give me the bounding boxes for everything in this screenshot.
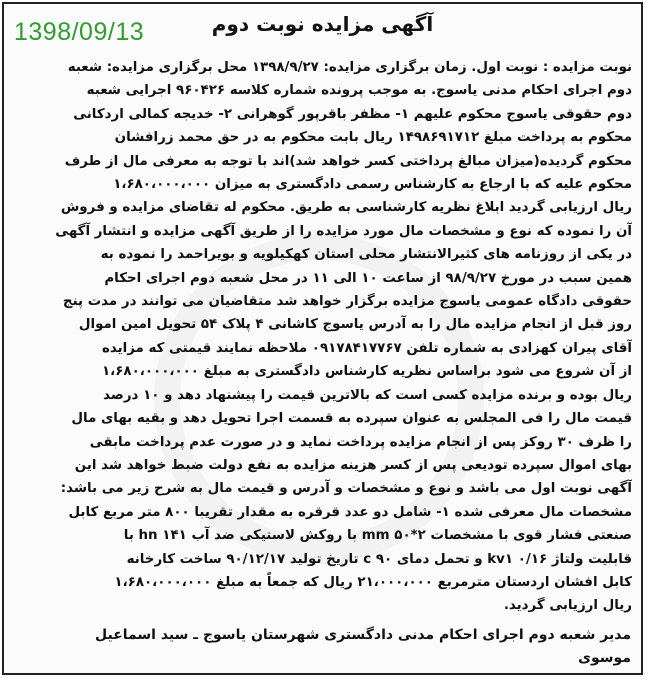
signature-line: مدیر شعبه دوم اجرای احکام مدنی دادگستری شهرستان یاسوج ـ سید اسماعیل: [94, 627, 631, 643]
body-line: نوبت مزایده : نوبت اول. زمان برگزاری مزایده: ۱۳۹۸/۹/۲۷ محل برگزاری مزایده: شعبه: [67, 60, 632, 75]
body-line: آگهی نوبت اول می باشد و نوع و مشخصات و آدرس و قیمت مال به شرح زیر می باشد:: [60, 481, 632, 497]
body-line: بهای اموال سپرده تودیعی پس از کسر هزینه مزایده به نفع دولت ضبط خواهد شد این: [74, 457, 632, 473]
body-line: آقای پیران کهزادی به شماره تلفن ۰۹۱۷۸۴۱۷۷۶۷ ملاحظه نمایند قیمتی که مزایده: [101, 340, 632, 356]
body-line: ریال ارزیابی گردید ابلاغ نظریه کارشناسی به طریق. محکوم له تقاضای مزایده و فروش: [60, 200, 632, 216]
body-line: روز قبل از انجام مزایده مال را به آدرس یاسوج کاشانی ۴ پلاک ۵۴ تحویل امین اموال: [78, 317, 632, 333]
body-line: حقوقی دادگاه عمومی یاسوج مزایده برگزار خواهد شد متقاضیان می توانند در مدت پنج: [62, 294, 632, 310]
body-line: را ظرف ۳۰ روکز پس از انجام مزایده پرداخت نماید و در صورت عدم پرداخت مابقی: [89, 434, 632, 450]
body-line: مشخصات مال معرفی شده ۱- شامل دو عدد قرقره به مقدار تقریبا ۸۰۰ متر مربع کابل: [68, 504, 632, 520]
body-line: صنعتی فشار قوی با مشخصات ۲*۵۰ mm با روکش لاستیکی ضد آب ۱۴۱ hn با: [123, 528, 632, 544]
body-line: محکوم گردیده(میزان مبالغ پرداختی کسر خواهد شد)اند با توجه به معرفی مال از طرف: [64, 153, 632, 169]
body-line: در یکی از روزنامه های کثیرالانتشار محلی استان کهکیلویه و بویراحمد را نموده به: [100, 247, 632, 263]
signature-line: موسوی: [578, 650, 631, 666]
date-stamp: 1398/09/13: [14, 18, 145, 46]
signature-block: [12, 624, 631, 670]
body-line: همین سبب در مورخ ۹۸/۹/۲۷ از ساعت ۱۰ الی ۱۱ در محل شعبه دوم اجرای احکام: [104, 270, 632, 286]
body-line: ریال ارزیابی گردید.: [503, 598, 632, 614]
notice-title: آگهی مزایده نوبت دوم: [211, 12, 434, 36]
notice-frame: [2, 2, 643, 675]
body-line: قابلیت ولتاژ ۰/۱۶ kv۱ و تحمل دمای ۹۰ c تاریخ تولید ۹۰/۱۲/۱۷ ساخت کارخانه: [126, 551, 632, 567]
body-line: دوم اجرای احکام مدنی یاسوج. به موجب پرونده شماره کلاسه ۹۶۰۴۲۶ اجرایی شعبه: [86, 83, 632, 99]
notice-body: [12, 56, 632, 618]
body-line: محکوم به پرداخت مبلغ ۱۴۹۸۶۹۱۷۱۲ ریال بابت محکوم به در حق محمد زرافشان: [114, 130, 632, 146]
body-line: آن را نموده که نوع و مشخصات مال مورد مزایده را از طریق آگهی مزایده و انتشار آگهی: [55, 223, 632, 239]
body-line: از آن شروع می شود براساس نظریه کارشناس دادگستری به مبلغ ۱،۶۸۰،۰۰۰،۰۰۰: [101, 364, 632, 380]
body-line: محکوم علیه که با ارجاع به کارشناس رسمی دادگستری به میزان ۱،۶۸۰،۰۰۰،۰۰۰: [113, 177, 632, 193]
body-line: کابل افشان اردستان مترمربع ۲۱،۰۰۰،۰۰۰ ریال که جمعاً به مبلغ ۱،۶۸۰،۰۰۰،۰۰۰: [114, 574, 632, 590]
body-line: قیمت مال را فی المجلس به عنوان سپرده به قسمت اجرا تحویل دهد و بقیه بهای مال: [71, 411, 632, 427]
body-line: ریال بوده و برنده مزایده کسی است که بالاترین قیمت را پیشنهاد دهد و ۱۰ درصد: [103, 387, 632, 403]
body-line: دوم حقوقی یاسوج محکوم علیهم ۱- مظفر باقرپور گوهرانی ۲- خدیجه کمالی اردکانی: [73, 106, 632, 122]
